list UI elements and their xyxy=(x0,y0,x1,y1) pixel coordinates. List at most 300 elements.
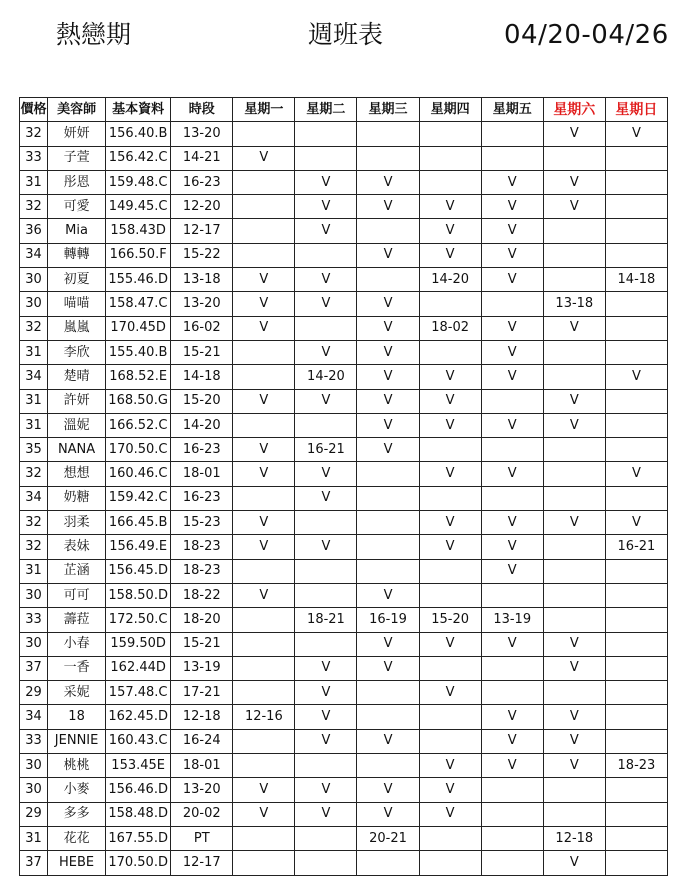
cell-beautician: 奶糖 xyxy=(48,486,106,510)
cell-basic-info: 168.50.G xyxy=(106,389,171,413)
cell-basic-info: 162.45.D xyxy=(106,705,171,729)
cell-price: 31 xyxy=(20,170,48,194)
cell-beautician: 表妹 xyxy=(48,535,106,559)
cell-thu: V xyxy=(419,462,481,486)
cell-beautician: 可可 xyxy=(48,583,106,607)
cell-time-slot: 14-18 xyxy=(171,365,233,389)
cell-thu: V xyxy=(419,802,481,826)
cell-wed xyxy=(357,754,419,778)
cell-mon: V xyxy=(233,389,295,413)
cell-sun xyxy=(605,413,667,437)
cell-sun xyxy=(605,681,667,705)
cell-time-slot: 16-23 xyxy=(171,486,233,510)
cell-mon: V xyxy=(233,511,295,535)
cell-thu: V xyxy=(419,754,481,778)
cell-basic-info: 155.40.B xyxy=(106,340,171,364)
cell-price: 30 xyxy=(20,754,48,778)
cell-price: 34 xyxy=(20,486,48,510)
cell-sat xyxy=(543,608,605,632)
cell-fri: V xyxy=(481,268,543,292)
cell-sun xyxy=(605,243,667,267)
column-header-tue: 星期二 xyxy=(295,98,357,122)
cell-mon: 12-16 xyxy=(233,705,295,729)
cell-time-slot: 18-23 xyxy=(171,535,233,559)
cell-beautician: 初夏 xyxy=(48,268,106,292)
cell-price: 31 xyxy=(20,389,48,413)
cell-fri xyxy=(481,438,543,462)
cell-sat xyxy=(543,340,605,364)
cell-tue xyxy=(295,754,357,778)
cell-wed xyxy=(357,559,419,583)
cell-wed xyxy=(357,146,419,170)
cell-sun: V xyxy=(605,365,667,389)
cell-price: 33 xyxy=(20,729,48,753)
cell-thu xyxy=(419,438,481,462)
cell-mon: V xyxy=(233,535,295,559)
cell-tue xyxy=(295,632,357,656)
cell-sun xyxy=(605,802,667,826)
cell-sat xyxy=(543,243,605,267)
cell-wed xyxy=(357,219,419,243)
cell-price: 29 xyxy=(20,681,48,705)
cell-basic-info: 155.46.D xyxy=(106,268,171,292)
cell-time-slot: 15-21 xyxy=(171,340,233,364)
cell-wed: V xyxy=(357,365,419,389)
cell-tue: V xyxy=(295,389,357,413)
cell-fri: V xyxy=(481,511,543,535)
cell-time-slot: 18-01 xyxy=(171,462,233,486)
cell-wed xyxy=(357,851,419,875)
cell-fri: V xyxy=(481,243,543,267)
table-row xyxy=(20,438,668,462)
cell-sun xyxy=(605,170,667,194)
cell-thu: V xyxy=(419,778,481,802)
cell-beautician: 彤恩 xyxy=(48,170,106,194)
cell-basic-info: 156.45.D xyxy=(106,559,171,583)
cell-fri: V xyxy=(481,365,543,389)
cell-fri: V xyxy=(481,413,543,437)
cell-wed: V xyxy=(357,316,419,340)
cell-sun: V xyxy=(605,122,667,146)
cell-basic-info: 156.46.D xyxy=(106,778,171,802)
cell-sat xyxy=(543,146,605,170)
cell-price: 33 xyxy=(20,608,48,632)
cell-mon xyxy=(233,413,295,437)
store-name: 熱戀期 xyxy=(56,20,132,49)
cell-basic-info: 149.45.C xyxy=(106,195,171,219)
cell-basic-info: 157.48.C xyxy=(106,681,171,705)
table-row xyxy=(20,219,668,243)
cell-sat: V xyxy=(543,122,605,146)
cell-sun xyxy=(605,292,667,316)
cell-basic-info: 162.44D xyxy=(106,656,171,680)
cell-tue xyxy=(295,413,357,437)
cell-fri xyxy=(481,778,543,802)
cell-mon: V xyxy=(233,802,295,826)
cell-tue: V xyxy=(295,195,357,219)
cell-tue: V xyxy=(295,268,357,292)
cell-time-slot: 13-20 xyxy=(171,292,233,316)
cell-wed: V xyxy=(357,170,419,194)
cell-basic-info: 166.45.B xyxy=(106,511,171,535)
cell-wed xyxy=(357,511,419,535)
cell-price: 34 xyxy=(20,243,48,267)
cell-thu xyxy=(419,583,481,607)
cell-time-slot: 16-23 xyxy=(171,438,233,462)
cell-sat: V xyxy=(543,754,605,778)
column-header-mon: 星期一 xyxy=(233,98,295,122)
cell-time-slot: 13-18 xyxy=(171,268,233,292)
cell-tue xyxy=(295,583,357,607)
cell-sun: 16-21 xyxy=(605,535,667,559)
cell-basic-info: 153.45E xyxy=(106,754,171,778)
cell-sat xyxy=(543,268,605,292)
schedule-table xyxy=(19,97,668,876)
cell-tue xyxy=(295,316,357,340)
cell-basic-info: 159.42.C xyxy=(106,486,171,510)
cell-price: 31 xyxy=(20,826,48,850)
table-row xyxy=(20,365,668,389)
table-row xyxy=(20,608,668,632)
cell-sun xyxy=(605,729,667,753)
cell-tue xyxy=(295,826,357,850)
table-row xyxy=(20,802,668,826)
column-header-beautician: 美容師 xyxy=(48,98,106,122)
cell-fri: V xyxy=(481,705,543,729)
cell-sat xyxy=(543,486,605,510)
cell-fri: V xyxy=(481,316,543,340)
cell-fri: V xyxy=(481,462,543,486)
cell-sat: V xyxy=(543,170,605,194)
cell-basic-info: 166.50.F xyxy=(106,243,171,267)
cell-wed: V xyxy=(357,656,419,680)
cell-time-slot: 15-21 xyxy=(171,632,233,656)
table-row xyxy=(20,632,668,656)
cell-price: 31 xyxy=(20,340,48,364)
cell-basic-info: 170.45D xyxy=(106,316,171,340)
cell-beautician: 花花 xyxy=(48,826,106,850)
cell-beautician: 喵喵 xyxy=(48,292,106,316)
cell-fri: V xyxy=(481,195,543,219)
cell-wed: V xyxy=(357,632,419,656)
cell-sun xyxy=(605,389,667,413)
cell-thu: V xyxy=(419,511,481,535)
cell-sat xyxy=(543,219,605,243)
table-header-row xyxy=(20,98,668,122)
cell-tue: 14-20 xyxy=(295,365,357,389)
cell-tue xyxy=(295,851,357,875)
cell-beautician: HEBE xyxy=(48,851,106,875)
cell-thu: 15-20 xyxy=(419,608,481,632)
table-row xyxy=(20,122,668,146)
cell-basic-info: 156.42.C xyxy=(106,146,171,170)
cell-basic-info: 160.43.C xyxy=(106,729,171,753)
cell-fri xyxy=(481,146,543,170)
cell-fri: V xyxy=(481,535,543,559)
cell-price: 34 xyxy=(20,705,48,729)
cell-sun: 18-23 xyxy=(605,754,667,778)
table-row xyxy=(20,754,668,778)
cell-mon xyxy=(233,729,295,753)
cell-basic-info: 167.55.D xyxy=(106,826,171,850)
cell-price: 32 xyxy=(20,511,48,535)
table-row xyxy=(20,511,668,535)
cell-beautician: 芷涵 xyxy=(48,559,106,583)
cell-beautician: 小春 xyxy=(48,632,106,656)
column-header-sun: 星期日 xyxy=(605,98,667,122)
cell-price: 30 xyxy=(20,778,48,802)
cell-sat: 13-18 xyxy=(543,292,605,316)
cell-sun xyxy=(605,826,667,850)
cell-tue xyxy=(295,243,357,267)
cell-fri: V xyxy=(481,632,543,656)
cell-tue xyxy=(295,511,357,535)
cell-mon xyxy=(233,656,295,680)
cell-wed xyxy=(357,122,419,146)
cell-tue: V xyxy=(295,729,357,753)
cell-beautician: 想想 xyxy=(48,462,106,486)
table-row xyxy=(20,389,668,413)
cell-price: 30 xyxy=(20,292,48,316)
cell-mon: V xyxy=(233,268,295,292)
cell-sun: V xyxy=(605,462,667,486)
table-row xyxy=(20,340,668,364)
cell-sun xyxy=(605,851,667,875)
cell-mon xyxy=(233,754,295,778)
cell-price: 32 xyxy=(20,195,48,219)
cell-sat: V xyxy=(543,632,605,656)
table-row xyxy=(20,462,668,486)
cell-tue: V xyxy=(295,535,357,559)
cell-fri xyxy=(481,486,543,510)
cell-thu xyxy=(419,146,481,170)
cell-price: 30 xyxy=(20,583,48,607)
table-row xyxy=(20,146,668,170)
cell-tue xyxy=(295,146,357,170)
cell-beautician: 嵐嵐 xyxy=(48,316,106,340)
column-header-time-slot: 時段 xyxy=(171,98,233,122)
cell-thu xyxy=(419,729,481,753)
cell-sat: V xyxy=(543,705,605,729)
cell-time-slot: 15-23 xyxy=(171,511,233,535)
cell-wed: V xyxy=(357,292,419,316)
cell-beautician: 可愛 xyxy=(48,195,106,219)
cell-sun xyxy=(605,656,667,680)
cell-beautician: 羽柔 xyxy=(48,511,106,535)
column-header-fri: 星期五 xyxy=(481,98,543,122)
cell-mon xyxy=(233,559,295,583)
cell-basic-info: 166.52.C xyxy=(106,413,171,437)
cell-basic-info: 159.48.C xyxy=(106,170,171,194)
cell-mon: V xyxy=(233,583,295,607)
cell-wed xyxy=(357,705,419,729)
cell-basic-info: 158.50.D xyxy=(106,583,171,607)
cell-fri: V xyxy=(481,729,543,753)
cell-mon: V xyxy=(233,146,295,170)
cell-tue: V xyxy=(295,462,357,486)
date-range: 04/20-04/26 xyxy=(504,20,669,50)
cell-sun xyxy=(605,632,667,656)
cell-price: 32 xyxy=(20,535,48,559)
cell-beautician: 一香 xyxy=(48,656,106,680)
cell-tue: 18-21 xyxy=(295,608,357,632)
cell-thu xyxy=(419,705,481,729)
cell-thu: 14-20 xyxy=(419,268,481,292)
table-row xyxy=(20,413,668,437)
cell-price: 35 xyxy=(20,438,48,462)
cell-mon xyxy=(233,219,295,243)
cell-time-slot: 13-20 xyxy=(171,122,233,146)
cell-beautician: JENNIE xyxy=(48,729,106,753)
cell-thu xyxy=(419,122,481,146)
cell-thu: V xyxy=(419,219,481,243)
cell-tue xyxy=(295,122,357,146)
cell-time-slot: 12-17 xyxy=(171,851,233,875)
cell-beautician: 薵菈 xyxy=(48,608,106,632)
cell-basic-info: 160.46.C xyxy=(106,462,171,486)
cell-time-slot: 17-21 xyxy=(171,681,233,705)
cell-mon: V xyxy=(233,316,295,340)
cell-sat xyxy=(543,802,605,826)
cell-sun xyxy=(605,559,667,583)
cell-mon: V xyxy=(233,438,295,462)
cell-sun xyxy=(605,486,667,510)
cell-wed: V xyxy=(357,778,419,802)
cell-fri xyxy=(481,851,543,875)
cell-thu xyxy=(419,292,481,316)
cell-basic-info: 170.50.C xyxy=(106,438,171,462)
cell-fri xyxy=(481,292,543,316)
cell-mon: V xyxy=(233,778,295,802)
cell-fri: 13-19 xyxy=(481,608,543,632)
cell-time-slot: 18-23 xyxy=(171,559,233,583)
cell-fri xyxy=(481,681,543,705)
cell-thu: V xyxy=(419,389,481,413)
cell-fri: V xyxy=(481,170,543,194)
cell-sat xyxy=(543,535,605,559)
table-row xyxy=(20,583,668,607)
table-row xyxy=(20,195,668,219)
cell-time-slot: 15-20 xyxy=(171,389,233,413)
cell-beautician: 許妍 xyxy=(48,389,106,413)
cell-time-slot: 12-20 xyxy=(171,195,233,219)
table-row xyxy=(20,170,668,194)
cell-fri xyxy=(481,826,543,850)
cell-thu xyxy=(419,656,481,680)
cell-wed: V xyxy=(357,583,419,607)
cell-sat xyxy=(543,462,605,486)
cell-sat: V xyxy=(543,389,605,413)
cell-sun xyxy=(605,219,667,243)
cell-thu: V xyxy=(419,195,481,219)
cell-tue: V xyxy=(295,778,357,802)
cell-basic-info: 156.49.E xyxy=(106,535,171,559)
cell-beautician: 18 xyxy=(48,705,106,729)
table-row xyxy=(20,535,668,559)
cell-sat: V xyxy=(543,656,605,680)
cell-beautician: 轉轉 xyxy=(48,243,106,267)
cell-wed xyxy=(357,462,419,486)
cell-thu: V xyxy=(419,681,481,705)
cell-price: 36 xyxy=(20,219,48,243)
cell-beautician: NANA xyxy=(48,438,106,462)
cell-price: 32 xyxy=(20,122,48,146)
cell-beautician: 多多 xyxy=(48,802,106,826)
cell-thu xyxy=(419,851,481,875)
cell-price: 34 xyxy=(20,365,48,389)
cell-sun xyxy=(605,316,667,340)
cell-thu: V xyxy=(419,365,481,389)
cell-mon xyxy=(233,365,295,389)
cell-sat: V xyxy=(543,195,605,219)
cell-time-slot: 14-21 xyxy=(171,146,233,170)
cell-beautician: 溫妮 xyxy=(48,413,106,437)
cell-wed xyxy=(357,535,419,559)
cell-price: 32 xyxy=(20,316,48,340)
cell-mon: V xyxy=(233,292,295,316)
cell-time-slot: 14-20 xyxy=(171,413,233,437)
table-row xyxy=(20,681,668,705)
table-row xyxy=(20,243,668,267)
cell-wed: 20-21 xyxy=(357,826,419,850)
cell-mon xyxy=(233,340,295,364)
cell-basic-info: 158.43D xyxy=(106,219,171,243)
cell-mon xyxy=(233,243,295,267)
cell-basic-info: 158.48.D xyxy=(106,802,171,826)
cell-sun xyxy=(605,608,667,632)
cell-price: 31 xyxy=(20,413,48,437)
cell-wed: V xyxy=(357,389,419,413)
cell-mon: V xyxy=(233,462,295,486)
cell-sun xyxy=(605,146,667,170)
cell-thu xyxy=(419,559,481,583)
cell-price: 37 xyxy=(20,851,48,875)
cell-sun: V xyxy=(605,511,667,535)
table-row xyxy=(20,559,668,583)
cell-wed xyxy=(357,268,419,292)
cell-fri xyxy=(481,389,543,413)
cell-time-slot: 13-20 xyxy=(171,778,233,802)
cell-beautician: 子萱 xyxy=(48,146,106,170)
cell-sun xyxy=(605,195,667,219)
cell-thu xyxy=(419,170,481,194)
cell-fri xyxy=(481,583,543,607)
cell-tue: V xyxy=(295,219,357,243)
cell-wed: V xyxy=(357,729,419,753)
cell-sun xyxy=(605,438,667,462)
cell-time-slot: 12-17 xyxy=(171,219,233,243)
cell-mon xyxy=(233,681,295,705)
cell-time-slot: 16-02 xyxy=(171,316,233,340)
cell-fri: V xyxy=(481,559,543,583)
cell-sat xyxy=(543,365,605,389)
table-row xyxy=(20,316,668,340)
cell-tue: V xyxy=(295,486,357,510)
cell-time-slot: 15-22 xyxy=(171,243,233,267)
table-row xyxy=(20,486,668,510)
cell-wed: 16-19 xyxy=(357,608,419,632)
cell-time-slot: PT xyxy=(171,826,233,850)
column-header-sat: 星期六 xyxy=(543,98,605,122)
cell-basic-info: 156.40.B xyxy=(106,122,171,146)
cell-mon xyxy=(233,486,295,510)
cell-time-slot: 18-20 xyxy=(171,608,233,632)
table-row xyxy=(20,292,668,316)
cell-thu: 18-02 xyxy=(419,316,481,340)
cell-basic-info: 159.50D xyxy=(106,632,171,656)
cell-tue xyxy=(295,559,357,583)
cell-sat: V xyxy=(543,511,605,535)
